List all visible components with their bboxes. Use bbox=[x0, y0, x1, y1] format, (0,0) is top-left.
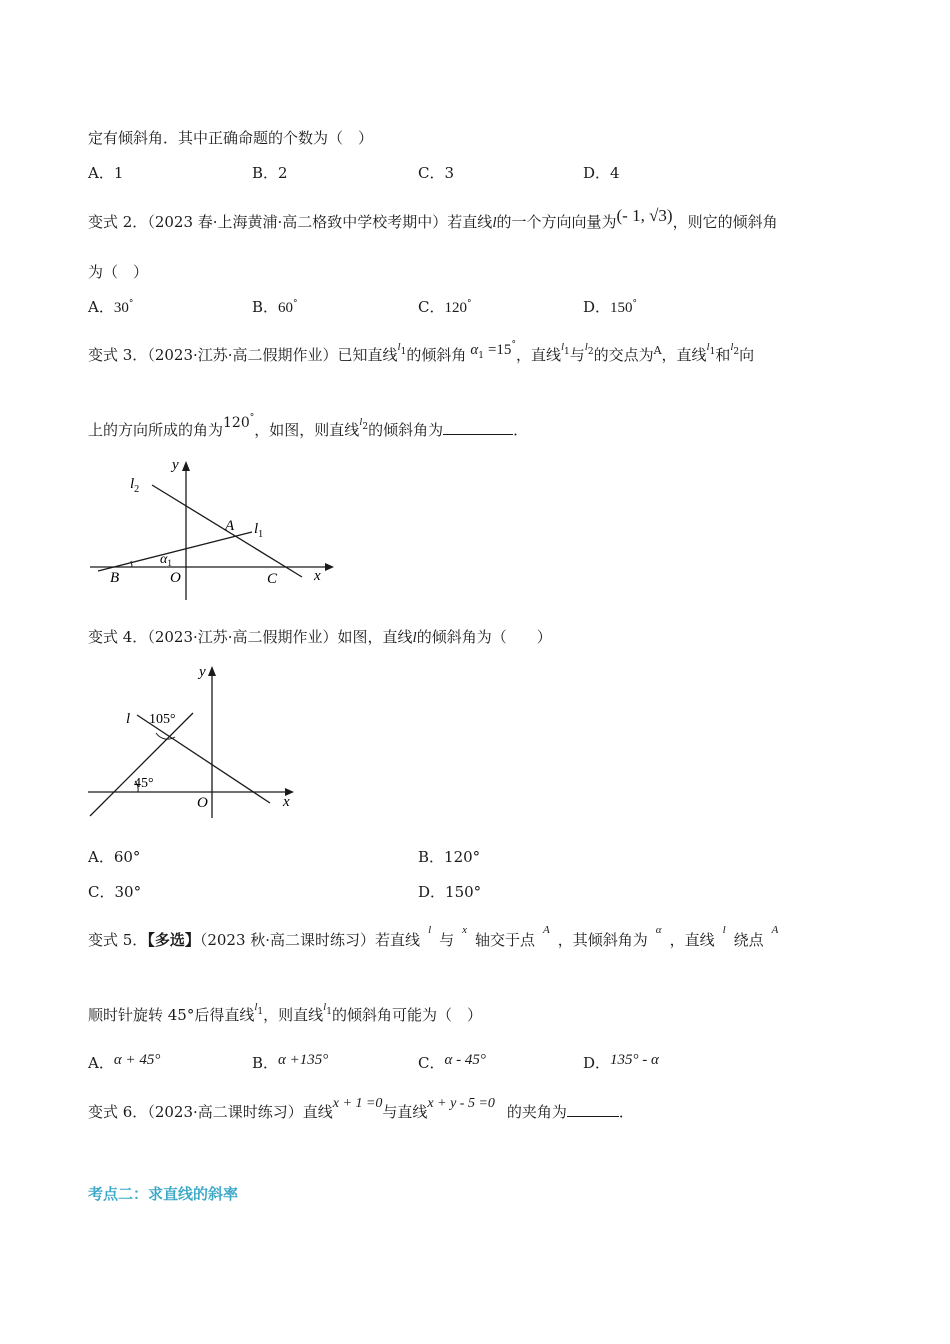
q5-option-a: A．α + 45° bbox=[88, 1052, 161, 1072]
prev-option-c: C．3 bbox=[418, 164, 455, 182]
q5-tag: 【多选】 bbox=[147, 931, 200, 949]
fig2-105-label: 105° bbox=[149, 712, 176, 727]
fig1-l2-label: $l_2$ bbox=[130, 476, 140, 495]
q5-line1: 变式 5．【多选】（2023 秋·高二课时练习）若直线$^l$与$^x$轴交于点$^A$，其倾斜角为$^\alpha$，直线$^l$绕点$^A$ bbox=[88, 924, 779, 949]
q2-option-b: B．60° bbox=[252, 298, 298, 316]
fig2-45-label: 45° bbox=[134, 776, 154, 791]
section-heading: 考点二：求直线的斜率 bbox=[88, 1185, 239, 1203]
prev-option-a: A．1 bbox=[88, 164, 124, 182]
q4-option-b: B．120° bbox=[418, 848, 481, 866]
q2-vector: (- 1, √3) bbox=[616, 206, 673, 225]
q4-option-d: D．150° bbox=[418, 883, 482, 901]
q4-option-a: A．60° bbox=[88, 848, 141, 866]
q6-answer-blank[interactable] bbox=[567, 1102, 619, 1117]
q3-alpha: α bbox=[470, 342, 479, 358]
prev-option-b: B．2 bbox=[252, 164, 288, 182]
q2-source: （2023 春·上海黄浦·高二格致中学校考期中） bbox=[147, 213, 448, 231]
q2-line2: 为（ ） bbox=[88, 263, 149, 281]
q5-label: 变式 5． bbox=[88, 931, 148, 949]
q4-option-c: C．30° bbox=[88, 883, 142, 901]
q2-option-a: A．30° bbox=[88, 298, 134, 316]
fig2-line-45 bbox=[90, 713, 193, 816]
fig2-x-label: x bbox=[283, 794, 290, 810]
fig2-y-arrow bbox=[208, 666, 216, 676]
q2-option-c: C．120° bbox=[418, 298, 472, 316]
fig1-y-label: y bbox=[172, 457, 179, 473]
prev-option-d: D．4 bbox=[583, 164, 620, 182]
q2-label: 变式 2． bbox=[88, 213, 148, 231]
q3-line2: 上的方向所成的角为120°，如图，则直线$^{l2}$的倾斜角为 ． bbox=[88, 413, 529, 439]
q3-line1: 变式 3．（2023·江苏·高二假期作业）已知直线$^{l1}$的倾斜角 α1 =15°，直线$^{l1}$与$^{l2}$的交点为$^A$，直线$^{l1}$和$^{l2}$向 bbox=[88, 340, 755, 364]
q5-line2: 顺时针旋转 45°后得直线$^{l1}$，则直线$^{l1}$的倾斜角可能为（ ） bbox=[88, 1001, 482, 1024]
q6-eq1: x + 1 =0 bbox=[332, 1096, 383, 1111]
q5-option-d: D．135° - α bbox=[583, 1052, 659, 1072]
q5-option-c: C．α - 45° bbox=[418, 1052, 486, 1072]
q6-line1: 变式 6．（2023·高二课时练习）直线x + 1 =0与直线x + y - 5 =0 的夹角为 ． bbox=[88, 1096, 634, 1121]
q3-angle: 120 bbox=[223, 415, 250, 431]
fig1-point-c-label: C bbox=[267, 571, 278, 587]
fig1-l1-label: $l_1$ bbox=[254, 521, 264, 540]
q4-label: 变式 4． bbox=[88, 628, 148, 646]
figure-1 bbox=[80, 455, 340, 605]
q6-source: （2023·高二课时练习） bbox=[147, 1103, 303, 1121]
q2-text-c: ，则它的倾斜角 bbox=[672, 213, 778, 231]
q2-line1 bbox=[88, 206, 778, 233]
q3-label: 变式 3． bbox=[88, 346, 148, 364]
fig1-origin-label: O bbox=[170, 570, 181, 586]
q2-text-a: 若直线 bbox=[447, 213, 493, 231]
q6-eq2: x + y - 5 =0 bbox=[427, 1096, 495, 1111]
figure-2 bbox=[80, 660, 305, 820]
q2-option-d: D．150° bbox=[583, 298, 638, 316]
fig1-x-arrow bbox=[325, 563, 334, 571]
prev-question-tail: 定有倾斜角．其中正确命题的个数为（ ） bbox=[88, 129, 374, 147]
fig1-x-label: x bbox=[314, 568, 321, 584]
q5-source: （2023 秋·高二课时练习） bbox=[199, 931, 376, 949]
q2-text-b: 的一个方向向量为 bbox=[496, 213, 617, 231]
q6-label: 变式 6． bbox=[88, 1103, 148, 1121]
fig2-y-label: y bbox=[199, 664, 206, 680]
q5-option-b: B．α +135° bbox=[252, 1052, 329, 1072]
fig1-alpha-label: $\alpha_1$ bbox=[160, 552, 172, 568]
fig2-l-label: l bbox=[126, 711, 131, 727]
q4-source: （2023·江苏·高二假期作业） bbox=[147, 628, 338, 646]
q2-var-l: l bbox=[492, 215, 497, 231]
fig1-point-a-label: A bbox=[225, 518, 235, 534]
fig1-y-arrow bbox=[182, 461, 190, 471]
fig1-line-l1 bbox=[98, 532, 252, 571]
q3-source: （2023·江苏·高二假期作业） bbox=[147, 346, 338, 364]
q3-answer-blank[interactable] bbox=[443, 420, 513, 435]
q4-line1: 变式 4．（2023·江苏·高二假期作业）如图，直线l的倾斜角为（ ） bbox=[88, 628, 552, 646]
fig2-line-l bbox=[137, 715, 270, 803]
fig1-point-b-label: B bbox=[110, 570, 120, 586]
fig2-origin-label: O bbox=[197, 795, 208, 811]
